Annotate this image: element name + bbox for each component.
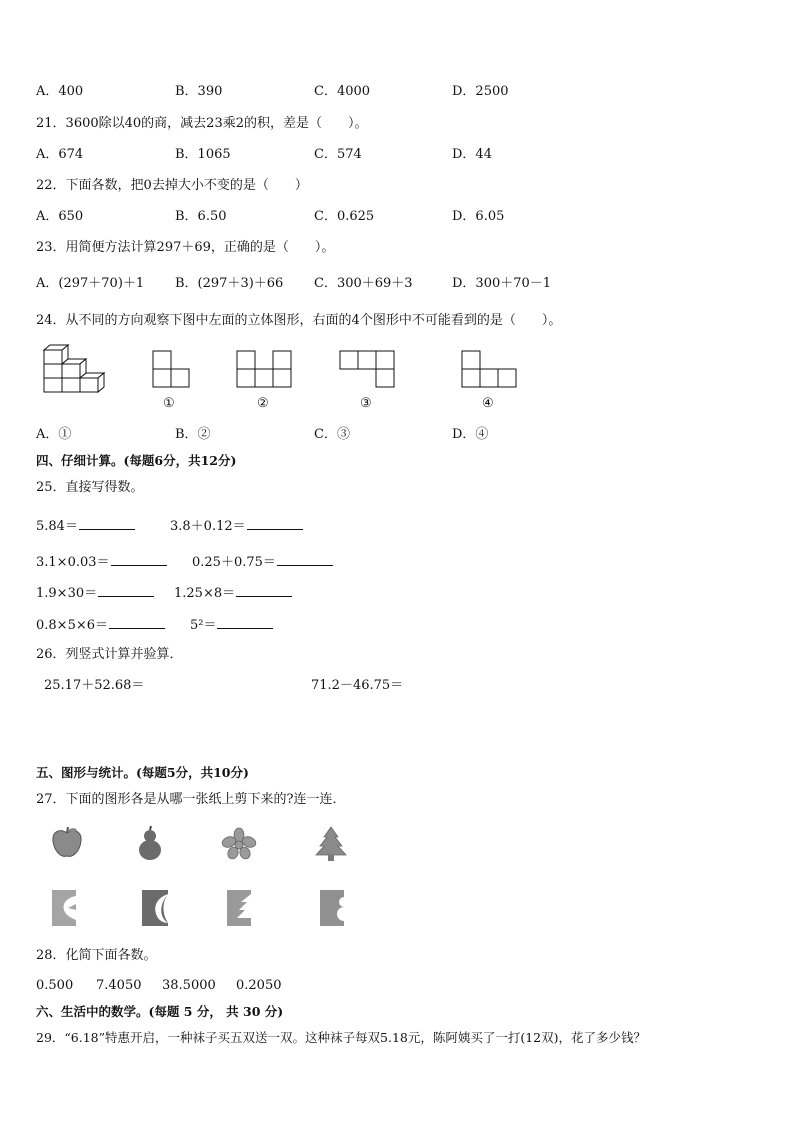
paper-leaf-cut-icon bbox=[50, 888, 80, 928]
q25-item-8: 5²＝ bbox=[190, 615, 273, 634]
q24-label-3: ③ bbox=[360, 396, 372, 411]
q24-view-3-figure bbox=[339, 350, 399, 390]
q26-item-1: 25.17＋52.68＝ bbox=[44, 678, 145, 693]
section-5-title: 五、图形与统计。(每题5分，共10分) bbox=[36, 765, 249, 780]
paper-gourd-cut-icon bbox=[318, 888, 348, 928]
q23-option-c: C．300＋69＋3 bbox=[314, 276, 413, 291]
q22-option-d: D．6.05 bbox=[452, 209, 505, 224]
q24-option-a: A．① bbox=[36, 427, 72, 442]
section-4-title: 四、仔细计算。(每题6分，共12分) bbox=[36, 453, 237, 468]
q25-item-5: 1.9×30＝ bbox=[36, 583, 154, 602]
q24-option-d: D．④ bbox=[452, 427, 489, 442]
q25-item-1: 5.84＝ bbox=[36, 516, 135, 535]
q23-option-b: B．(297＋3)＋66 bbox=[175, 276, 284, 291]
q20-option-c: C．4000 bbox=[314, 84, 371, 99]
q25-item-7: 0.8×5×6＝ bbox=[36, 615, 165, 634]
q25-item-3: 3.1×0.03＝ bbox=[36, 552, 167, 571]
q23-stem: 23．用简便方法计算297＋69，正确的是（ ）。 bbox=[36, 240, 335, 255]
section-6-title: 六、生活中的数学。(每题 5 分， 共 30 分) bbox=[36, 1004, 284, 1019]
q25-stem: 25．直接写得数。 bbox=[36, 480, 144, 495]
q25-item-4: 0.25＋0.75＝ bbox=[192, 552, 333, 571]
q20-option-d: D．2500 bbox=[452, 84, 509, 99]
q24-view-1-figure bbox=[152, 350, 192, 390]
q29-stem: 29．“6.18”特惠开启，一种袜子买五双送一双。这种袜子每双5.18元，陈阿姨买了一打(12双)，花了多少钱？ bbox=[36, 1030, 647, 1045]
q20-option-b: B．390 bbox=[175, 84, 223, 99]
apple-cutout-icon bbox=[50, 826, 84, 860]
q21-option-a: A．674 bbox=[36, 147, 84, 162]
q22-option-b: B．6.50 bbox=[175, 209, 227, 224]
q21-option-c: C．574 bbox=[314, 147, 362, 162]
q20-option-a: A．400 bbox=[36, 84, 84, 99]
q24-cube-solid-figure bbox=[42, 342, 110, 394]
tree-cutout-icon bbox=[314, 826, 348, 862]
q21-stem: 21．3600除以40的商，减去23乘2的积，差是（ ）。 bbox=[36, 116, 368, 131]
q21-option-d: D．44 bbox=[452, 147, 492, 162]
q22-option-a: A．650 bbox=[36, 209, 84, 224]
paper-tree-cut-icon bbox=[225, 888, 255, 928]
q24-label-4: ④ bbox=[482, 396, 494, 411]
q23-option-a: A．(297＋70)＋1 bbox=[36, 276, 145, 291]
q24-option-b: B．② bbox=[175, 427, 211, 442]
q24-label-1: ① bbox=[163, 396, 175, 411]
gourd-cutout-icon bbox=[136, 826, 164, 862]
q28-item-4: 0.2050 bbox=[236, 978, 282, 993]
paper-crescent-cut-icon bbox=[140, 888, 170, 928]
q22-stem: 22．下面各数，把0去掉大小不变的是（ ） bbox=[36, 178, 308, 193]
q28-item-2: 7.4050 bbox=[96, 978, 142, 993]
q26-stem: 26．列竖式计算并验算． bbox=[36, 647, 183, 662]
q27-stem: 27．下面的图形各是从哪一张纸上剪下来的?连一连． bbox=[36, 792, 346, 807]
q24-option-c: C．③ bbox=[314, 427, 350, 442]
q28-item-1: 0.500 bbox=[36, 978, 74, 993]
q24-stem: 24．从不同的方向观察下图中左面的立体图形，右面的4个图形中不可能看到的是（ ）。 bbox=[36, 313, 562, 328]
q28-item-3: 38.5000 bbox=[162, 978, 216, 993]
q25-item-6: 1.25×8＝ bbox=[174, 583, 292, 602]
flower-cutout-icon bbox=[221, 828, 257, 860]
q24-view-4-figure bbox=[461, 350, 521, 390]
q23-option-d: D．300＋70－1 bbox=[452, 276, 552, 291]
q24-view-2-figure bbox=[236, 350, 296, 390]
q24-label-2: ② bbox=[257, 396, 269, 411]
q25-item-2: 3.8＋0.12＝ bbox=[170, 516, 303, 535]
q22-option-c: C．0.625 bbox=[314, 209, 375, 224]
q21-option-b: B．1065 bbox=[175, 147, 231, 162]
q26-item-2: 71.2－46.75＝ bbox=[311, 678, 404, 693]
q28-stem: 28．化简下面各数。 bbox=[36, 948, 157, 963]
